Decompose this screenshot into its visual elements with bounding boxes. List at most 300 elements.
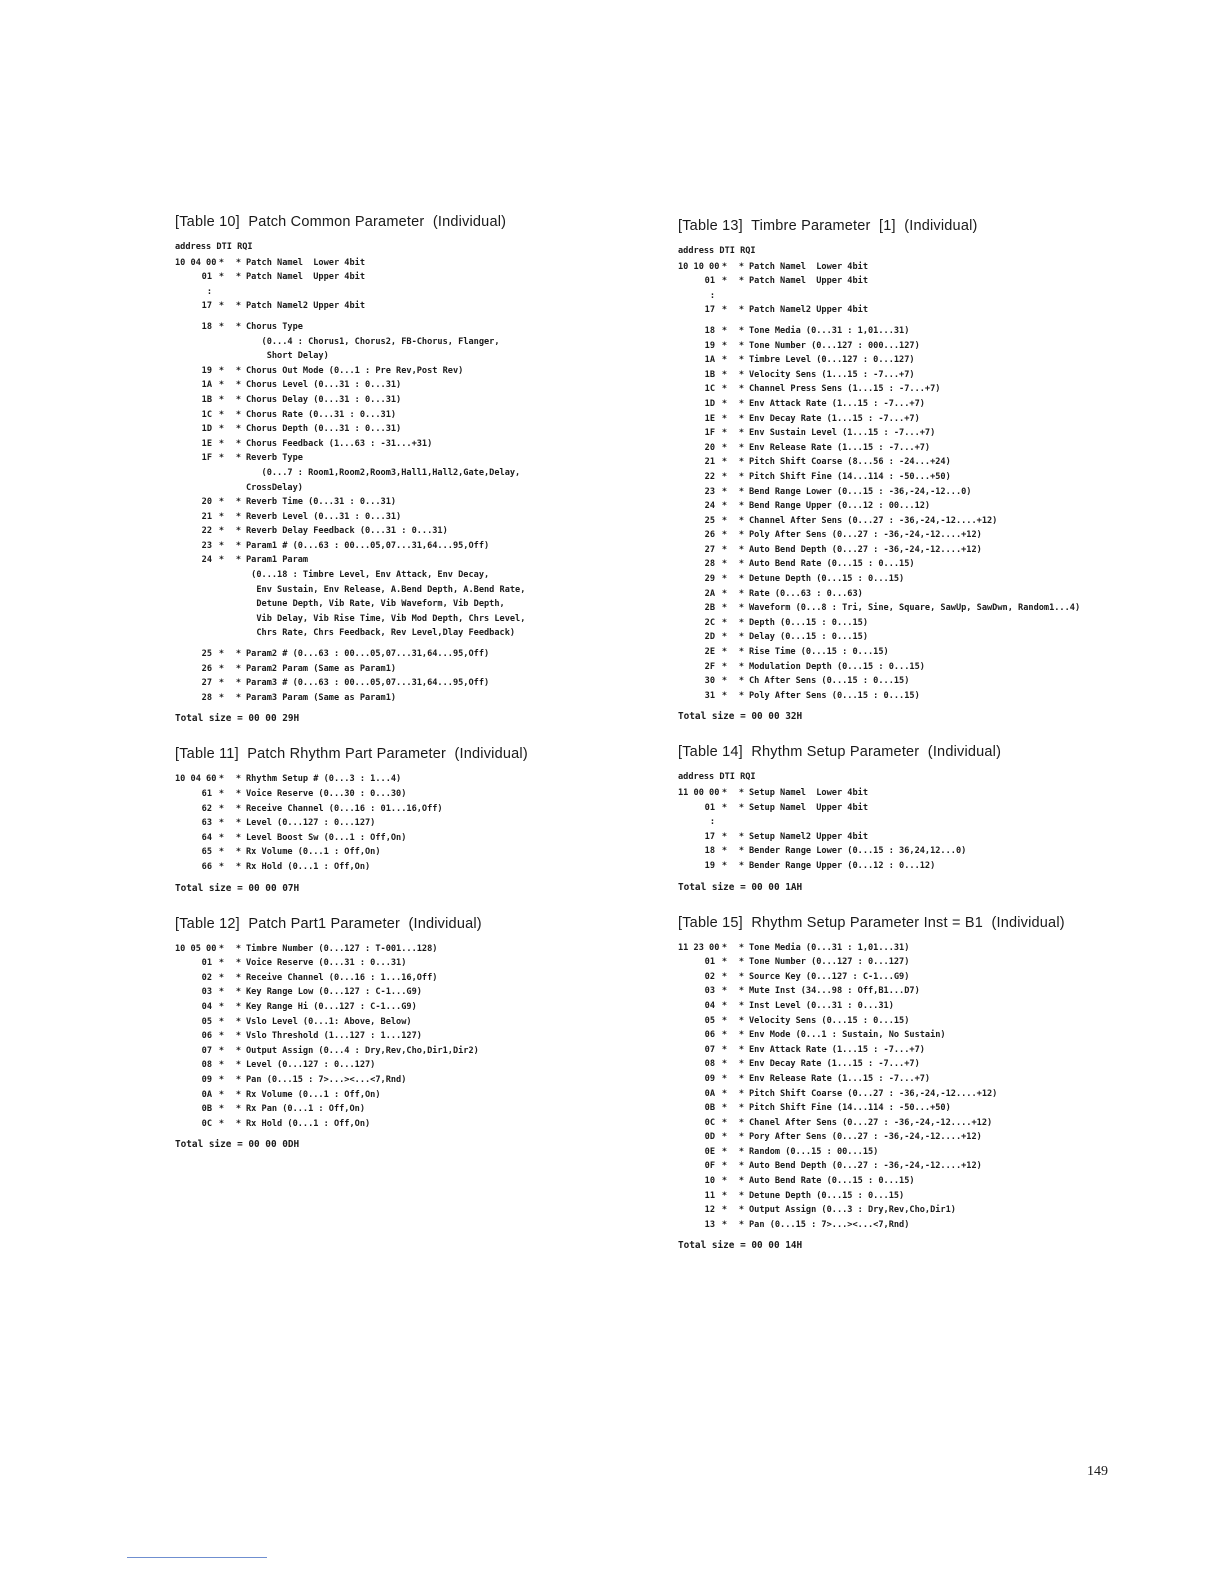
rqi-mark: * <box>235 803 242 814</box>
table-row <box>678 955 1224 970</box>
address-cell: 18 <box>704 325 715 336</box>
parameter-description: Detune Depth, Vib Rate, Vib Waveform, Vib Depth, <box>246 599 505 610</box>
table-title: [Table 14] Rhythm Setup Parameter (Individual) <box>678 744 1002 761</box>
rqi-mark: * <box>738 860 745 871</box>
rqi-mark: * <box>235 394 242 405</box>
address-cell: 27 <box>201 678 212 689</box>
rqi-mark: * <box>235 511 242 522</box>
address-cell: 26 <box>201 663 212 674</box>
parameter-description: Setup Namel2 Upper 4bit <box>749 831 868 842</box>
dti-mark: * <box>721 276 728 287</box>
dti-mark: * <box>721 530 728 541</box>
table-row <box>678 689 1224 704</box>
dti-mark: * <box>218 789 225 799</box>
table-row <box>678 397 1224 412</box>
table-row <box>175 568 735 583</box>
address-cell: 1B <box>704 369 715 380</box>
table-row <box>175 495 735 510</box>
parameter-description: Delay (0...15 : 0...15) <box>749 632 868 643</box>
rqi-mark: * <box>235 526 242 537</box>
address-cell: 01 <box>201 272 212 283</box>
address-cell: 1B <box>201 394 212 405</box>
address-cell: 66 <box>201 861 212 872</box>
rqi-mark: * <box>235 438 242 449</box>
rqi-mark: * <box>738 544 745 555</box>
rqi-mark: * <box>738 802 745 813</box>
dti-mark: * <box>218 692 225 703</box>
rqi-mark: * <box>738 1073 745 1084</box>
dti-mark <box>212 335 231 350</box>
parameter-description: Key Range Low (0...127 : C-1...G9) <box>246 987 422 998</box>
dti-mark: * <box>721 603 728 614</box>
address-cell <box>175 349 212 364</box>
table-row <box>175 1117 735 1132</box>
parameter-description: Env Release Rate (1...15 : -7...+7) <box>749 1073 931 1084</box>
table-row <box>175 1029 735 1044</box>
table-row <box>678 368 1224 383</box>
rqi-mark: * <box>738 276 745 287</box>
rqi-mark: * <box>235 1104 242 1115</box>
parameter-description: Auto Bend Rate (0...15 : 0...15) <box>749 559 915 570</box>
address-cell: 2E <box>704 647 715 658</box>
dti-mark: * <box>721 355 728 366</box>
address-cell <box>175 568 212 583</box>
dti-mark: * <box>721 428 728 439</box>
parameter-description: Setup Namel Lower 4bit <box>749 788 868 798</box>
rqi-mark: * <box>738 986 745 997</box>
left-column <box>175 214 735 1172</box>
table-row <box>175 971 735 986</box>
parameter-description: Auto Bend Depth (0...27 : -36,-24,-12....+12) <box>749 544 982 555</box>
rqi-mark: * <box>738 647 745 658</box>
table-row <box>678 470 1224 485</box>
table-row <box>678 441 1224 456</box>
address-cell: 0B <box>201 1104 212 1115</box>
rqi-mark: * <box>738 559 745 570</box>
table-row <box>175 524 735 539</box>
rqi-mark: * <box>235 409 242 420</box>
dti-mark: * <box>721 1059 728 1070</box>
parameter-description: Chrs Rate, Chrs Feedback, Rev Level,Dlay Feedback) <box>246 628 516 639</box>
table-row <box>678 630 1224 645</box>
parameter-description: Short Delay) <box>246 351 329 362</box>
table-row <box>678 455 1224 470</box>
rqi-mark <box>231 568 246 583</box>
dti-mark: * <box>721 1044 728 1055</box>
table-title: [Table 12] Patch Part1 Parameter (Individual) <box>175 915 482 932</box>
parameter-description: CrossDelay) <box>246 482 303 493</box>
address-cell: 22 <box>704 471 715 482</box>
table-row <box>678 801 1224 816</box>
address-cell: 01 <box>704 802 715 813</box>
address-cell: 1C <box>201 409 212 420</box>
parameter-description: Env Attack Rate (1...15 : -7...+7) <box>749 1044 925 1055</box>
address-cell: 22 <box>201 526 212 537</box>
address-cell: 10 04 00 <box>175 257 217 268</box>
table-row <box>175 985 735 1000</box>
rqi-mark: * <box>235 1118 242 1129</box>
rqi-mark: * <box>235 972 242 983</box>
parameter-description: Ch After Sens (0...15 : 0...15) <box>749 676 910 687</box>
table-row <box>678 485 1224 500</box>
address-cell: 24 <box>704 501 715 512</box>
table-row <box>175 270 735 285</box>
total-size: Total size = 00 00 0DH <box>175 1139 300 1151</box>
parameter-description: (0...4 : Chorus1, Chorus2, FB-Chorus, Flanger, <box>246 336 500 347</box>
dti-mark: * <box>218 803 225 814</box>
table-row <box>175 437 735 452</box>
parameter-description: Channel After Sens (0...27 : -36,-24,-12....+12) <box>749 515 998 526</box>
rqi-mark: * <box>738 661 745 672</box>
address-cell: 03 <box>704 986 715 997</box>
table-row <box>678 1145 1224 1160</box>
table-row <box>175 1088 735 1103</box>
parameter-description: Tone Media (0...31 : 1,01...31) <box>749 325 910 336</box>
dti-mark: * <box>218 1074 225 1085</box>
table-row <box>175 845 735 860</box>
address-cell: 26 <box>704 530 715 541</box>
parameter-description: Poly After Sens (0...27 : -36,-24,-12....+12) <box>749 530 982 541</box>
parameter-description: Reverb Type <box>246 453 303 464</box>
rqi-mark: * <box>235 692 242 703</box>
address-cell: 28 <box>201 692 212 703</box>
table-row <box>175 1102 735 1117</box>
table-row <box>678 557 1224 572</box>
dti-mark: * <box>218 774 225 785</box>
table-title: [Table 11] Patch Rhythm Part Parameter (Individual) <box>175 746 528 763</box>
dti-mark: * <box>218 847 225 858</box>
parameter-table <box>678 915 1224 1252</box>
dti-mark: * <box>218 1016 225 1027</box>
address-cell: 1D <box>704 398 715 409</box>
parameter-description: Voice Reserve (0...31 : 0...31) <box>246 958 407 969</box>
rqi-mark: * <box>235 1089 242 1100</box>
dti-mark: * <box>721 1103 728 1114</box>
address-cell <box>175 481 212 496</box>
rqi-mark: * <box>738 846 745 857</box>
rqi-mark: * <box>738 261 745 272</box>
rqi-mark <box>231 466 246 481</box>
dti-mark: * <box>721 957 728 968</box>
rqi-mark: * <box>235 301 242 312</box>
dti-mark: * <box>218 365 225 376</box>
rqi-mark: * <box>738 530 745 541</box>
parameter-description: Source Key (0...127 : C-1...G9) <box>749 971 910 982</box>
table-row <box>678 543 1224 558</box>
parameter-description: Bender Range Lower (0...15 : 36,24,12...0) <box>749 846 967 857</box>
dti-mark: * <box>721 661 728 672</box>
rqi-mark: * <box>235 1060 242 1071</box>
address-cell: 01 <box>201 958 212 969</box>
rqi-mark: * <box>235 424 242 435</box>
parameter-description: Output Assign (0...3 : Dry,Rev,Cho,Dir1) <box>749 1205 956 1216</box>
parameter-description: Chorus Depth (0...31 : 0...31) <box>246 424 402 435</box>
parameter-description: Pitch Shift Coarse (8...56 : -24...+24) <box>749 457 951 468</box>
table-row <box>678 674 1224 689</box>
parameter-description: Modulation Depth (0...15 : 0...15) <box>749 661 925 672</box>
address-cell: 19 <box>704 860 715 871</box>
table-row <box>678 815 1224 830</box>
parameter-description: Rate (0...63 : 0...63) <box>749 588 863 599</box>
rqi-mark: * <box>738 957 745 968</box>
address-cell: 12 <box>704 1205 715 1216</box>
dti-mark: * <box>721 647 728 658</box>
rqi-mark <box>734 289 749 304</box>
rqi-mark: * <box>235 678 242 689</box>
address-cell: 01 <box>704 957 715 968</box>
parameter-description: Mute Inst (34...98 : Off,B1...D7) <box>749 986 920 997</box>
dti-mark <box>212 597 231 612</box>
parameter-description: Inst Level (0...31 : 0...31) <box>749 1000 894 1011</box>
dti-mark <box>212 466 231 481</box>
table-row <box>175 831 735 846</box>
table-row <box>175 787 735 802</box>
table-row <box>175 553 735 568</box>
address-cell: 25 <box>201 649 212 660</box>
address-cell: : <box>206 286 212 297</box>
parameter-description: Tone Number (0...127 : 000...127) <box>749 340 920 351</box>
address-cell: 65 <box>201 847 212 858</box>
rqi-mark: * <box>235 321 242 332</box>
rqi-mark: * <box>738 1190 745 1201</box>
parameter-description: Tone Number (0...127 : 0...127) <box>749 957 910 968</box>
address-cell: 09 <box>201 1074 212 1085</box>
table-row <box>678 339 1224 354</box>
parameter-description: Velocity Sens (0...15 : 0...15) <box>749 1015 910 1026</box>
parameter-description: (0...7 : Room1,Room2,Room3,Hall1,Hall2,Gate,Delay, <box>246 467 521 478</box>
dti-mark: * <box>721 1219 728 1230</box>
dti-mark: * <box>721 1030 728 1041</box>
address-cell: 17 <box>201 301 212 312</box>
table-row <box>678 1189 1224 1204</box>
parameter-description: Random (0...15 : 00...15) <box>749 1146 879 1157</box>
table-row <box>678 572 1224 587</box>
dti-mark: * <box>721 617 728 628</box>
dti-mark: * <box>721 971 728 982</box>
rqi-mark: * <box>235 847 242 858</box>
address-cell: 04 <box>704 1000 715 1011</box>
parameter-description: Receive Channel (0...16 : 01...16,Off) <box>246 803 443 814</box>
dti-mark: * <box>218 1089 225 1100</box>
address-cell: 0D <box>704 1132 715 1143</box>
parameter-description: Detune Depth (0...15 : 0...15) <box>749 1190 905 1201</box>
parameter-description: Env Decay Rate (1...15 : -7...+7) <box>749 1059 920 1070</box>
rqi-mark: * <box>235 1045 242 1056</box>
table-row <box>678 1203 1224 1218</box>
address-cell: 1E <box>201 438 212 449</box>
rqi-mark: * <box>235 649 242 660</box>
address-cell: 10 10 00 <box>678 261 720 272</box>
dti-mark: * <box>218 301 225 312</box>
rqi-mark <box>231 481 246 496</box>
address-cell: 2B <box>704 603 715 614</box>
rqi-mark: * <box>738 1176 745 1187</box>
table-row <box>678 353 1224 368</box>
table-row <box>678 941 1224 956</box>
rqi-mark: * <box>235 1001 242 1012</box>
dti-mark: * <box>721 457 728 468</box>
parameter-description: Rx Hold (0...1 : Off,On) <box>246 861 371 872</box>
total-size: Total size = 00 00 14H <box>678 1240 803 1252</box>
rqi-mark: * <box>738 305 745 316</box>
dti-mark: * <box>721 486 728 497</box>
rqi-mark <box>231 583 246 598</box>
address-cell: 19 <box>201 365 212 376</box>
dti-mark: * <box>218 678 225 689</box>
rqi-mark: * <box>738 1030 745 1041</box>
footer-rule <box>127 1557 267 1558</box>
rqi-mark <box>231 349 246 364</box>
table-row <box>175 860 735 875</box>
rqi-mark: * <box>235 1031 242 1042</box>
table-row <box>678 1116 1224 1131</box>
rqi-mark: * <box>738 442 745 453</box>
table-row <box>175 816 735 831</box>
rqi-mark: * <box>235 257 242 268</box>
parameter-description: Chorus Type <box>246 321 303 332</box>
address-cell: 61 <box>201 789 212 799</box>
dti-mark: * <box>721 802 728 813</box>
parameter-description: Env Attack Rate (1...15 : -7...+7) <box>749 398 925 409</box>
table-row <box>175 320 735 335</box>
rqi-mark: * <box>235 832 242 843</box>
rqi-mark: * <box>738 457 745 468</box>
dti-mark: * <box>721 1132 728 1143</box>
parameter-description: Chorus Feedback (1...63 : -31...+31) <box>246 438 433 449</box>
parameter-description: Rhythm Setup # (0...3 : 1...4) <box>246 774 402 785</box>
right-column <box>678 218 1224 1273</box>
parameter-description: Level Boost Sw (0...1 : Off,On) <box>246 832 407 843</box>
table-row <box>678 528 1224 543</box>
rqi-mark <box>231 626 246 641</box>
table-row <box>175 349 735 364</box>
rqi-mark: * <box>738 413 745 424</box>
table-row <box>175 1015 735 1030</box>
rqi-mark: * <box>738 676 745 687</box>
dti-mark <box>715 815 734 830</box>
total-size: Total size = 00 00 32H <box>678 711 803 723</box>
parameter-description: Velocity Sens (1...15 : -7...+7) <box>749 369 915 380</box>
rqi-mark <box>734 815 749 830</box>
table-row <box>175 772 735 787</box>
dti-mark: * <box>218 526 225 537</box>
rqi-mark: * <box>738 398 745 409</box>
parameter-table <box>678 744 1224 892</box>
table-row <box>678 1072 1224 1087</box>
address-cell: 18 <box>704 846 715 857</box>
table-row <box>678 830 1224 845</box>
address-cell: 1A <box>704 355 715 366</box>
dti-mark: * <box>218 649 225 660</box>
address-cell <box>175 597 212 612</box>
rqi-mark: * <box>738 486 745 497</box>
address-cell: 04 <box>201 1001 212 1012</box>
rqi-mark: * <box>738 588 745 599</box>
address-cell: 24 <box>201 555 212 566</box>
rqi-mark: * <box>235 497 242 508</box>
parameter-description: Param1 # (0...63 : 00...05,07...31,64...95,Off) <box>246 540 490 551</box>
address-cell: 23 <box>201 540 212 551</box>
address-cell: 23 <box>704 486 715 497</box>
table-row <box>175 335 735 350</box>
address-cell: 09 <box>704 1073 715 1084</box>
parameter-description: Vslo Threshold (1...127 : 1...127) <box>246 1031 422 1042</box>
dti-mark: * <box>721 471 728 482</box>
parameter-description: Level (0...127 : 0...127) <box>246 818 376 829</box>
dti-mark: * <box>721 676 728 687</box>
table-row <box>175 597 735 612</box>
dti-mark: * <box>218 987 225 998</box>
table-title: [Table 10] Patch Common Parameter (Individual) <box>175 214 507 230</box>
address-cell: 05 <box>704 1015 715 1026</box>
parameter-description: Param2 # (0...63 : 00...05,07...31,64...95,Off) <box>246 649 490 660</box>
parameter-description: Pan (0...15 : 7>...><...<7,Rnd) <box>246 1074 407 1085</box>
table-row <box>678 1028 1224 1043</box>
address-cell: 20 <box>704 442 715 453</box>
dti-mark: * <box>721 340 728 351</box>
table-row <box>678 601 1224 616</box>
table-row <box>678 514 1224 529</box>
address-cell: 0E <box>704 1146 715 1157</box>
dti-mark: * <box>721 788 728 798</box>
parameter-description: Env Sustain Level (1...15 : -7...+7) <box>749 428 936 439</box>
rqi-mark: * <box>738 971 745 982</box>
rqi-mark: * <box>738 369 745 380</box>
parameter-description: Chanel After Sens (0...27 : -36,-24,-12....+12) <box>749 1117 993 1128</box>
address-cell: 13 <box>704 1219 715 1230</box>
rqi-mark: * <box>738 1117 745 1128</box>
dti-mark: * <box>218 409 225 420</box>
dti-mark: * <box>721 690 728 701</box>
table-row <box>175 802 735 817</box>
address-cell: 0C <box>704 1117 715 1128</box>
table-row <box>678 1159 1224 1174</box>
table-row <box>678 1174 1224 1189</box>
table-row <box>175 408 735 423</box>
rqi-mark: * <box>738 1015 745 1026</box>
address-cell <box>175 466 212 481</box>
rqi-mark: * <box>235 861 242 872</box>
table-row <box>678 859 1224 874</box>
table-row <box>175 481 735 496</box>
rqi-mark: * <box>235 789 242 799</box>
address-cell: 2D <box>704 632 715 643</box>
address-cell <box>175 626 212 641</box>
dti-mark: * <box>721 1205 728 1216</box>
rqi-mark: * <box>738 1205 745 1216</box>
rqi-mark: * <box>738 1161 745 1172</box>
address-cell: 01 <box>704 276 715 287</box>
address-cell: 1A <box>201 380 212 391</box>
table-row <box>175 393 735 408</box>
table-row <box>678 984 1224 999</box>
table-row <box>678 426 1224 441</box>
address-cell: 05 <box>201 1016 212 1027</box>
parameter-table <box>175 214 735 724</box>
parameter-description: Env Decay Rate (1...15 : -7...+7) <box>749 413 920 424</box>
parameter-description: Level (0...127 : 0...127) <box>246 1060 376 1071</box>
parameter-description: Env Release Rate (1...15 : -7...+7) <box>749 442 931 453</box>
table-row <box>678 1087 1224 1102</box>
parameter-description: Rx Volume (0...1 : Off,On) <box>246 1089 381 1100</box>
rqi-mark: * <box>235 1016 242 1027</box>
dti-mark <box>212 481 231 496</box>
rqi-mark: * <box>738 690 745 701</box>
rqi-mark: * <box>738 1146 745 1157</box>
rqi-mark: * <box>235 380 242 391</box>
parameter-description: Pory After Sens (0...27 : -36,-24,-12....+12) <box>749 1132 982 1143</box>
dti-mark: * <box>721 325 728 336</box>
